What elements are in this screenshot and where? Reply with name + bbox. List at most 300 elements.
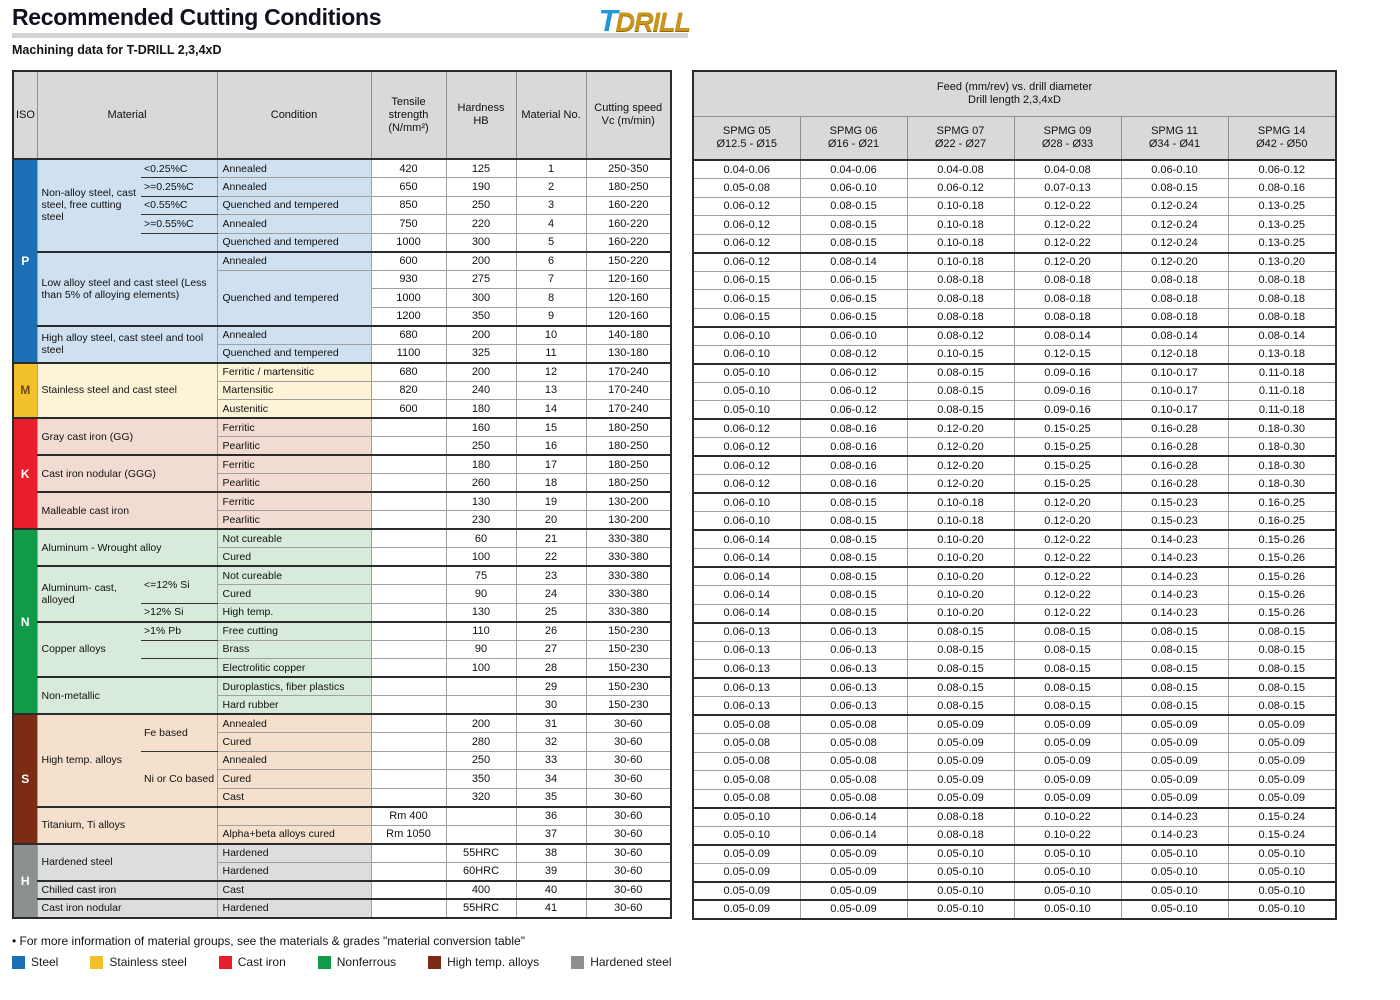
hardness-cell: 250 [446,196,516,215]
feed-cell-spmg11: 0.12-0.24 [1121,216,1228,235]
feed-cell-spmg14: 0.18-0.30 [1228,475,1336,494]
material-qualifier-cell: >12% Si [141,603,217,622]
material-no-cell: 22 [516,548,586,567]
col-header-spmg06: SPMG 06 Ø16 - Ø21 [800,117,907,161]
feed-cell-spmg06: 0.08-0.16 [800,456,907,475]
material-no-cell: 29 [516,677,586,696]
cutting-speed-cell: 120-160 [586,270,671,289]
feed-cell-spmg07: 0.10-0.18 [907,512,1014,531]
feed-cell-spmg07: 0.08-0.15 [907,623,1014,642]
feed-cell-spmg06: 0.06-0.14 [800,826,907,845]
material-no-cell: 10 [516,326,586,345]
feed-cell-spmg07: 0.04-0.08 [907,160,1014,179]
feed-cell-spmg07: 0.05-0.10 [907,900,1014,919]
tensile-strength-cell: 1000 [371,233,446,252]
feed-cell-spmg06: 0.08-0.15 [800,234,907,253]
feed-cell-spmg07: 0.10-0.18 [907,216,1014,235]
feed-cell-spmg05: 0.05-0.10 [693,826,800,845]
material-no-cell: 13 [516,381,586,400]
feed-row-12 [693,364,1336,383]
feed-cell-spmg11: 0.14-0.23 [1121,808,1228,827]
feed-cell-spmg06: 0.08-0.15 [800,530,907,549]
feed-row-24 [693,586,1336,605]
legend-item-nonferrous [318,955,396,969]
feed-cell-spmg06: 0.06-0.13 [800,678,907,697]
feed-cell-spmg05: 0.05-0.09 [693,845,800,864]
material-no-cell: 2 [516,178,586,197]
tensile-strength-cell [371,492,446,511]
feed-cell-spmg11: 0.12-0.20 [1121,253,1228,272]
feed-cell-spmg06: 0.08-0.12 [800,345,907,364]
tensile-strength-cell: 850 [371,196,446,215]
tensile-strength-cell: 1100 [371,344,446,363]
hardness-cell: 275 [446,270,516,289]
feed-row-5 [693,234,1336,253]
feed-cell-spmg09: 0.15-0.25 [1014,456,1121,475]
feed-cell-spmg05: 0.06-0.10 [693,327,800,346]
col-header-spmg05: SPMG 05 Ø12.5 - Ø15 [693,117,800,161]
feed-cell-spmg05: 0.06-0.15 [693,290,800,309]
feed-cell-spmg05: 0.05-0.08 [693,734,800,753]
feed-cell-spmg14: 0.13-0.25 [1228,197,1336,216]
material-cell: Low alloy steel and cast steel (Less than 5% of alloying elements) [37,252,217,326]
feed-cell-spmg09: 0.08-0.15 [1014,623,1121,642]
feed-cell-spmg09: 0.12-0.22 [1014,197,1121,216]
feed-cell-spmg09: 0.12-0.22 [1014,216,1121,235]
feed-row-25 [693,604,1336,623]
legend-swatch [571,956,584,969]
feed-cell-spmg06: 0.08-0.16 [800,438,907,457]
feed-cell-spmg14: 0.15-0.26 [1228,549,1336,568]
condition-cell: Hardened [217,862,371,881]
material-row-41 [13,899,671,918]
material-no-cell: 5 [516,233,586,252]
iso-group-H: H [13,844,37,918]
feed-cell-spmg14: 0.08-0.15 [1228,697,1336,716]
condition-cell: Annealed [217,252,371,271]
cutting-speed-cell: 170-240 [586,400,671,419]
feed-cell-spmg11: 0.12-0.24 [1121,234,1228,253]
feed-cell-spmg06: 0.08-0.15 [800,567,907,586]
feed-cell-spmg14: 0.05-0.10 [1228,900,1336,919]
material-qualifier-cell: Ni or Co based [141,751,217,807]
material-row-40 [13,881,671,900]
feed-cell-spmg06: 0.08-0.15 [800,197,907,216]
feed-cell-spmg07: 0.05-0.09 [907,789,1014,808]
tensile-strength-cell [371,899,446,918]
feed-cell-spmg06: 0.08-0.16 [800,475,907,494]
hardness-cell: 350 [446,770,516,789]
feed-cell-spmg09: 0.07-0.13 [1014,179,1121,198]
feed-cell-spmg05: 0.06-0.12 [693,234,800,253]
feed-cell-spmg05: 0.05-0.08 [693,752,800,771]
material-no-cell: 27 [516,640,586,659]
material-no-cell: 15 [516,418,586,437]
feed-cell-spmg11: 0.05-0.10 [1121,900,1228,919]
cutting-speed-cell: 30-60 [586,881,671,900]
cutting-speed-cell: 330-380 [586,603,671,622]
feed-cell-spmg09: 0.12-0.22 [1014,604,1121,623]
tensile-strength-cell [371,714,446,733]
hardness-cell: 55HRC [446,899,516,918]
feed-cell-spmg07: 0.08-0.18 [907,808,1014,827]
feed-cell-spmg05: 0.06-0.10 [693,345,800,364]
material-no-cell: 18 [516,474,586,493]
feed-cell-spmg14: 0.06-0.12 [1228,160,1336,179]
feed-table-title-row [693,71,1336,117]
feed-cell-spmg07: 0.08-0.15 [907,382,1014,401]
condition-cell: Cast [217,788,371,807]
feed-cell-spmg14: 0.05-0.10 [1228,863,1336,882]
material-no-cell: 36 [516,807,586,826]
iso-group-P: P [13,159,37,363]
feed-cell-spmg09: 0.08-0.15 [1014,641,1121,660]
machining-data-table [12,70,672,919]
footnote: • For more information of material groups, see the materials & grades "material conversion table" [12,934,525,948]
tensile-strength-cell: 600 [371,400,446,419]
feed-cell-spmg07: 0.08-0.15 [907,364,1014,383]
feed-cell-spmg06: 0.05-0.09 [800,845,907,864]
feed-cell-spmg05: 0.06-0.14 [693,586,800,605]
material-qualifier-cell: <=12% Si [141,566,217,603]
condition-cell: Ferritic [217,492,371,511]
feed-cell-spmg06: 0.05-0.08 [800,734,907,753]
legend-item-hardened-steel [571,955,671,969]
feed-row-14 [693,401,1336,420]
feed-cell-spmg14: 0.05-0.09 [1228,752,1336,771]
feed-cell-spmg14: 0.15-0.26 [1228,586,1336,605]
feed-cell-spmg05: 0.06-0.12 [693,197,800,216]
condition-cell: Quenched and tempered [217,196,371,215]
feed-cell-spmg14: 0.15-0.24 [1228,826,1336,845]
material-row-19 [13,492,671,511]
condition-cell: Not cureable [217,529,371,548]
feed-cell-spmg14: 0.18-0.30 [1228,419,1336,438]
feed-cell-spmg06: 0.08-0.15 [800,512,907,531]
feed-cell-spmg06: 0.06-0.12 [800,401,907,420]
condition-cell [217,807,371,826]
feed-cell-spmg09: 0.12-0.15 [1014,345,1121,364]
material-no-cell: 34 [516,770,586,789]
tdrill-logo [520,3,690,39]
feed-row-9 [693,308,1336,327]
feed-cell-spmg05: 0.06-0.12 [693,253,800,272]
feed-cell-spmg05: 0.05-0.10 [693,382,800,401]
feed-cell-spmg09: 0.12-0.20 [1014,512,1121,531]
feed-cell-spmg11: 0.05-0.09 [1121,734,1228,753]
feed-cell-spmg07: 0.10-0.20 [907,567,1014,586]
feed-row-8 [693,290,1336,309]
tensile-strength-cell [371,640,446,659]
cutting-speed-cell: 150-220 [586,252,671,271]
feed-cell-spmg06: 0.08-0.15 [800,604,907,623]
feed-cell-spmg05: 0.06-0.12 [693,475,800,494]
material-no-cell: 16 [516,437,586,456]
tensile-strength-cell [371,696,446,715]
feed-cell-spmg11: 0.15-0.23 [1121,512,1228,531]
feed-cell-spmg07: 0.10-0.18 [907,493,1014,512]
feed-cell-spmg05: 0.06-0.10 [693,512,800,531]
material-no-cell: 17 [516,455,586,474]
material-row-38 [13,844,671,863]
feed-cell-spmg14: 0.08-0.18 [1228,290,1336,309]
feed-row-30 [693,697,1336,716]
feed-cell-spmg09: 0.12-0.20 [1014,493,1121,512]
tensile-strength-cell [371,751,446,770]
tensile-strength-cell: 1000 [371,289,446,308]
feed-cell-spmg06: 0.06-0.13 [800,697,907,716]
feed-cell-spmg05: 0.06-0.12 [693,456,800,475]
feed-cell-spmg11: 0.08-0.14 [1121,327,1228,346]
material-no-cell: 38 [516,844,586,863]
feed-cell-spmg05: 0.06-0.13 [693,623,800,642]
cutting-speed-cell: 150-230 [586,640,671,659]
material-cell: Gray cast iron (GG) [37,418,217,455]
feed-cell-spmg07: 0.10-0.18 [907,253,1014,272]
feed-cell-spmg09: 0.05-0.09 [1014,789,1121,808]
material-no-cell: 21 [516,529,586,548]
feed-cell-spmg07: 0.05-0.10 [907,882,1014,901]
feed-cell-spmg11: 0.05-0.09 [1121,771,1228,790]
page-subtitle: Machining data for T-DRILL 2,3,4xD [12,43,222,57]
feed-cell-spmg14: 0.08-0.15 [1228,641,1336,660]
feed-cell-spmg14: 0.11-0.18 [1228,401,1336,420]
feed-cell-spmg11: 0.08-0.15 [1121,179,1228,198]
material-no-cell: 32 [516,733,586,752]
hardness-cell: 55HRC [446,844,516,863]
feed-row-11 [693,345,1336,364]
material-row-23 [13,566,671,585]
legend-item-high-temp-alloys [428,955,539,969]
cutting-speed-cell: 30-60 [586,751,671,770]
material-no-cell: 28 [516,659,586,678]
material-no-cell: 40 [516,881,586,900]
feed-cell-spmg11: 0.08-0.15 [1121,678,1228,697]
feed-cell-spmg06: 0.06-0.10 [800,327,907,346]
feed-row-6 [693,253,1336,272]
feed-cell-spmg07: 0.05-0.09 [907,715,1014,734]
cutting-speed-cell: 140-180 [586,326,671,345]
tensile-strength-cell: Rm 1050 [371,825,446,844]
feed-cell-spmg14: 0.08-0.15 [1228,623,1336,642]
cutting-speed-cell: 150-230 [586,696,671,715]
feed-cell-spmg11: 0.14-0.23 [1121,826,1228,845]
feed-cell-spmg14: 0.05-0.09 [1228,715,1336,734]
feed-cell-spmg09: 0.04-0.08 [1014,160,1121,179]
material-no-cell: 25 [516,603,586,622]
feed-cell-spmg06: 0.06-0.15 [800,308,907,327]
feed-row-29 [693,678,1336,697]
tensile-strength-cell [371,585,446,604]
condition-cell: Hardened [217,844,371,863]
material-row-26 [13,622,671,641]
tensile-strength-cell [371,529,446,548]
feed-cell-spmg09: 0.09-0.16 [1014,401,1121,420]
feed-cell-spmg05: 0.06-0.13 [693,697,800,716]
col-header-tensile-strength: Tensile strength (N/mm²) [371,71,446,159]
feed-cell-spmg07: 0.08-0.18 [907,271,1014,290]
feed-cell-spmg06: 0.06-0.13 [800,660,907,679]
hardness-cell: 250 [446,437,516,456]
feed-cell-spmg14: 0.18-0.30 [1228,438,1336,457]
material-no-cell: 35 [516,788,586,807]
condition-cell: High temp. [217,603,371,622]
hardness-cell: 110 [446,622,516,641]
feed-cell-spmg09: 0.08-0.15 [1014,697,1121,716]
feed-cell-spmg05: 0.05-0.09 [693,900,800,919]
cutting-speed-cell: 330-380 [586,529,671,548]
feed-cell-spmg14: 0.15-0.26 [1228,604,1336,623]
feed-cell-spmg09: 0.10-0.22 [1014,826,1121,845]
condition-cell: Ferritic [217,455,371,474]
feed-cell-spmg09: 0.12-0.22 [1014,549,1121,568]
feed-cell-spmg11: 0.14-0.23 [1121,567,1228,586]
legend-swatch [318,956,331,969]
feed-cell-spmg14: 0.08-0.18 [1228,308,1336,327]
feed-cell-spmg09: 0.15-0.25 [1014,419,1121,438]
iso-group-K: K [13,418,37,529]
tensile-strength-cell: 680 [371,326,446,345]
feed-cell-spmg07: 0.05-0.10 [907,863,1014,882]
cutting-speed-cell: 120-160 [586,307,671,326]
material-qualifier-cell: >=0.55%C [141,215,217,234]
condition-cell: Hardened [217,899,371,918]
feed-cell-spmg14: 0.05-0.09 [1228,734,1336,753]
tensile-strength-cell: 420 [371,159,446,178]
cutting-speed-cell: 160-220 [586,233,671,252]
feed-cell-spmg05: 0.06-0.13 [693,678,800,697]
feed-row-40 [693,882,1336,901]
feed-cell-spmg06: 0.05-0.09 [800,863,907,882]
feed-cell-spmg05: 0.06-0.12 [693,216,800,235]
feed-cell-spmg14: 0.08-0.18 [1228,271,1336,290]
material-no-cell: 3 [516,196,586,215]
feed-cell-spmg14: 0.11-0.18 [1228,382,1336,401]
feed-title-line2: Drill length 2,3,4xD [968,94,1061,106]
feed-cell-spmg07: 0.10-0.18 [907,234,1014,253]
cutting-speed-cell: 130-200 [586,511,671,530]
feed-row-4 [693,216,1336,235]
material-no-cell: 6 [516,252,586,271]
feed-cell-spmg11: 0.05-0.09 [1121,752,1228,771]
feed-cell-spmg09: 0.09-0.16 [1014,364,1121,383]
cutting-speed-cell: 30-60 [586,714,671,733]
condition-cell: Ferritic [217,418,371,437]
feed-cell-spmg09: 0.05-0.09 [1014,734,1121,753]
material-row-31 [13,714,671,733]
feed-cell-spmg11: 0.15-0.23 [1121,493,1228,512]
material-qualifier-cell [141,233,217,252]
material-qualifier-cell: >1% Pb [141,622,217,641]
tensile-strength-cell [371,566,446,585]
feed-cell-spmg14: 0.18-0.30 [1228,456,1336,475]
col-header-spmg11: SPMG 11 Ø34 - Ø41 [1121,117,1228,161]
material-no-cell: 12 [516,363,586,382]
feed-cell-spmg09: 0.12-0.22 [1014,530,1121,549]
condition-cell: Annealed [217,215,371,234]
material-no-cell: 30 [516,696,586,715]
feed-cell-spmg09: 0.08-0.15 [1014,678,1121,697]
tensile-strength-cell [371,881,446,900]
legend-swatch [90,956,103,969]
tensile-strength-cell: 930 [371,270,446,289]
condition-cell: Quenched and tempered [217,270,371,326]
material-row-36 [13,807,671,826]
hardness-cell [446,825,516,844]
condition-cell: Annealed [217,751,371,770]
feed-cell-spmg09: 0.05-0.09 [1014,715,1121,734]
feed-cell-spmg14: 0.11-0.18 [1228,364,1336,383]
legend-label: Steel [31,955,59,969]
feed-cell-spmg09: 0.05-0.09 [1014,752,1121,771]
material-no-cell: 7 [516,270,586,289]
tensile-strength-cell [371,862,446,881]
tensile-strength-cell: 680 [371,363,446,382]
feed-cell-spmg09: 0.05-0.09 [1014,771,1121,790]
feed-cell-spmg07: 0.10-0.20 [907,549,1014,568]
feed-cell-spmg11: 0.14-0.23 [1121,549,1228,568]
feed-cell-spmg06: 0.08-0.15 [800,549,907,568]
material-no-cell: 19 [516,492,586,511]
hardness-cell: 90 [446,640,516,659]
material-qualifier-cell [141,640,217,659]
feed-cell-spmg09: 0.12-0.22 [1014,234,1121,253]
cutting-speed-cell: 120-160 [586,289,671,308]
feed-cell-spmg09: 0.12-0.22 [1014,586,1121,605]
feed-cell-spmg07: 0.08-0.15 [907,697,1014,716]
feed-cell-spmg14: 0.08-0.15 [1228,660,1336,679]
tensile-strength-cell: 750 [371,215,446,234]
material-cell: Cast iron nodular [37,899,217,918]
cutting-speed-cell: 130-180 [586,344,671,363]
feed-cell-spmg07: 0.05-0.09 [907,771,1014,790]
condition-cell: Cured [217,770,371,789]
condition-cell: Alpha+beta alloys cured [217,825,371,844]
tensile-strength-cell: 820 [371,381,446,400]
material-cell: Copper alloys [37,622,141,678]
material-row-1 [13,159,671,178]
material-cell: High temp. alloys [37,714,141,807]
condition-cell: Hard rubber [217,696,371,715]
col-header-hardness: Hardness HB [446,71,516,159]
legend-swatch [428,956,441,969]
cutting-speed-cell: 180-250 [586,474,671,493]
feed-cell-spmg09: 0.08-0.14 [1014,327,1121,346]
cutting-speed-cell: 30-60 [586,825,671,844]
condition-cell: Quenched and tempered [217,233,371,252]
feed-cell-spmg07: 0.06-0.12 [907,179,1014,198]
material-cell: Aluminum - Wrought alloy [37,529,217,566]
feed-table [692,70,1337,920]
feed-cell-spmg14: 0.05-0.10 [1228,845,1336,864]
hardness-cell [446,807,516,826]
feed-cell-spmg07: 0.08-0.15 [907,678,1014,697]
feed-cell-spmg07: 0.08-0.15 [907,660,1014,679]
cutting-speed-cell: 30-60 [586,788,671,807]
tensile-strength-cell [371,677,446,696]
feed-cell-spmg14: 0.05-0.09 [1228,771,1336,790]
feed-cell-spmg09: 0.05-0.10 [1014,845,1121,864]
legend-label: Stainless steel [109,955,187,969]
feed-row-23 [693,567,1336,586]
feed-cell-spmg11: 0.12-0.24 [1121,197,1228,216]
feed-cell-spmg09: 0.08-0.15 [1014,660,1121,679]
hardness-cell: 260 [446,474,516,493]
feed-cell-spmg09: 0.05-0.10 [1014,900,1121,919]
feed-row-27 [693,641,1336,660]
tensile-strength-cell [371,844,446,863]
material-row-21 [13,529,671,548]
